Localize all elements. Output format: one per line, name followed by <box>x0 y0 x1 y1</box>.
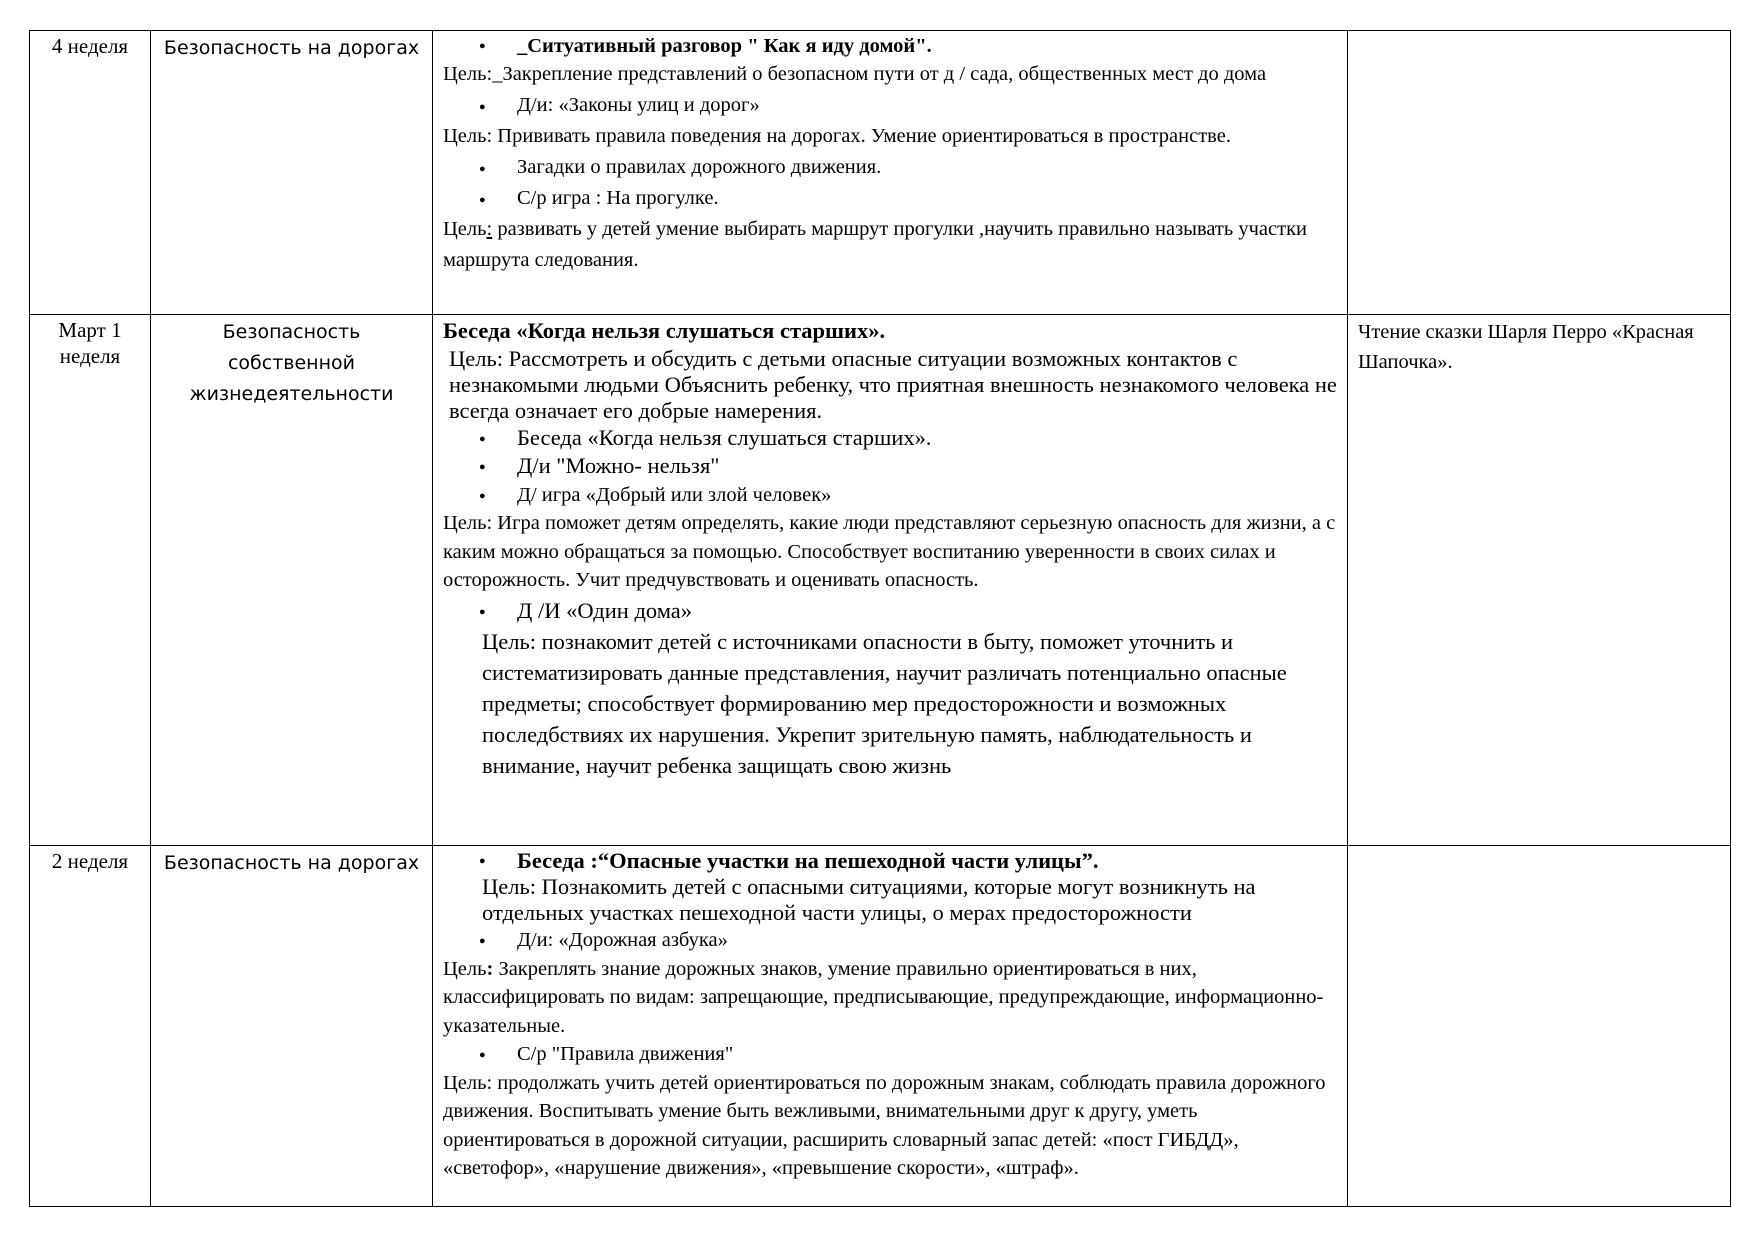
goal-paragraph: Цель: развивать у детей умение выбирать маршрут прогулки ,научить правильно называть участки маршрута следования. <box>443 218 1308 271</box>
table-row <box>30 31 1731 315</box>
list-item: ● Д/ игра «Добрый или злой человек» <box>443 481 1339 510</box>
list-item: ● Д/и "Можно- нельзя" <box>443 452 1339 481</box>
list-item: ● С/р "Правила движения" <box>443 1040 1339 1069</box>
week-cell: Март 1 неделя <box>30 315 151 846</box>
content-cell <box>433 846 1348 1207</box>
goal-paragraph: Цель: Игра поможет детям определять, какие люди представляют серьезную опасность для жизни, а с каким можно обращаться за помощью. Способствует воспитанию уверенности в своих силах и осторожность. Учит предчувствовать и оценивать опасность. <box>443 512 1336 591</box>
goal-paragraph: Цель: Познакомить детей с опасными ситуациями, которые могут возникнуть на отдельных участках пешеходной части улицы, о мерах предосторожности <box>482 874 1256 925</box>
list-item: ● С/р игра : На прогулке. <box>443 183 1339 214</box>
week-cell: 2 неделя <box>30 846 151 1207</box>
list-item <box>443 848 1339 874</box>
extra-cell: Чтение сказки Шарля Перро «Красная Шапочка». <box>1348 315 1731 846</box>
week-cell: 4 неделя <box>30 31 151 315</box>
table-row <box>30 846 1731 1207</box>
table-row <box>30 315 1731 846</box>
extra-cell <box>1348 846 1731 1207</box>
list-item: ● Загадки о правилах дорожного движения. <box>443 152 1339 183</box>
list-item: ● Д /И «Один дома» <box>443 595 1339 626</box>
goal-paragraph: Цель: познакомит детей с источниками опасности в быту, поможет уточнить и систематизировать данные представления, научит различать потенциально опасные предметы; способствует формированию мер предосторожности и возможных последбствиях их нарушения. Укрепит зрительную память, наблюдательность и внимание, научит ребенка защищать свою жизнь <box>482 628 1287 778</box>
extra-cell <box>1348 31 1731 315</box>
topic-cell: Безопасность на дорогах <box>151 31 433 315</box>
topic-cell: Безопасность на дорогах <box>151 846 433 1207</box>
topic-cell: Безопасность собственной жизнедеятельности <box>151 315 433 846</box>
bold-item-text: Беседа :“Опасные участки на пешеходной части улицы”. <box>517 848 1099 873</box>
list-item: ● Д/и: «Законы улиц и дорог» <box>443 90 1339 121</box>
goal-paragraph: Цель: Закреплять знание дорожных знаков, умение правильно ориентироваться в них, классифицировать по видам: запрещающие, предписывающие, предупреждающие, информационно-указательные. <box>443 957 1324 1037</box>
list-item <box>443 33 1339 59</box>
content-cell <box>433 315 1348 846</box>
list-item: ● Д/и: «Дорожная азбука» <box>443 926 1339 955</box>
section-heading: Беседа «Когда нельзя слушаться старших». <box>443 318 886 343</box>
content-cell <box>433 31 1348 315</box>
goal-paragraph: Цель: Прививать правила поведения на дорогах. Умение ориентироваться в пространстве. <box>443 125 1231 147</box>
goal-paragraph: Цель: Рассмотреть и обсудить с детьми опасные ситуации возможных контактов с незнакомыми людьми Объяснить ребенку, что приятная внешность незнакомого человека не всегда означает его добрые намерения. <box>449 345 1337 423</box>
goal-paragraph: Цель:_Закрепление представлений о безопасном пути от д / сада, общественных мест до дома <box>443 63 1267 85</box>
bold-item-text: _Ситуативный разговор " Как я иду домой". <box>517 35 932 57</box>
goal-paragraph: Цель: продолжать учить детей ориентироваться по дорожным знакам, соблюдать правила дорожного движения. Воспитывать умение быть вежливыми, внимательными друг к другу, уметь ориентироваться в дорожной ситуации, расширить словарный запас детей: «пост ГИБДД», «светофор», «нарушение движения», «превышение скорости», «штраф». <box>443 1071 1326 1179</box>
plan-table <box>29 30 1731 1207</box>
list-item: ● Беседа «Когда нельзя слушаться старших». <box>443 424 1339 453</box>
